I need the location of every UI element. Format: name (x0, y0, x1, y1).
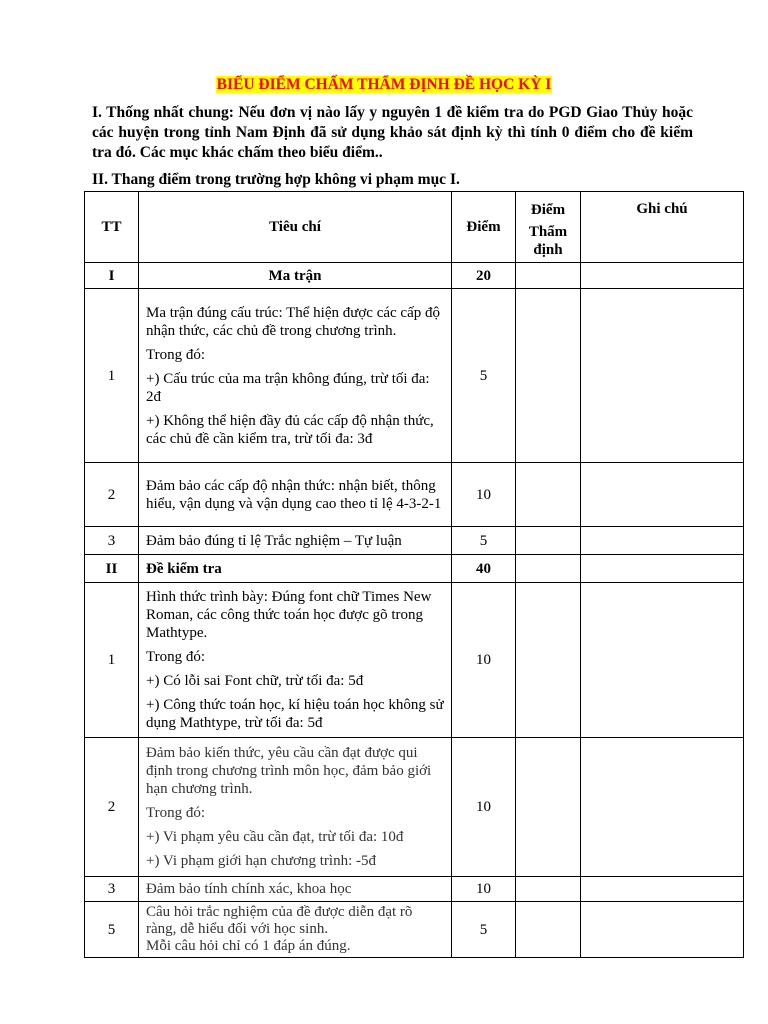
notes-cell (581, 738, 744, 877)
notes-cell (581, 555, 744, 583)
appraisal-cell (516, 738, 581, 877)
table-row (85, 738, 744, 877)
header-tt: TT (85, 192, 139, 263)
criteria-line: Hình thức trình bày: Đúng font chữ Times New Roman, các công thức toán học được gõ trong Mathtype. (146, 589, 432, 641)
notes-cell (581, 583, 744, 738)
criteria-line: Trong đó: (146, 805, 206, 821)
criteria-line: +) Vi phạm giới hạn chương trình: -5đ (146, 853, 376, 869)
table-row (85, 527, 744, 555)
table-row (85, 902, 744, 958)
section-points: 20 (452, 263, 516, 289)
header-appraisal-line2: Thẩm định (528, 224, 568, 258)
row-tt: 2 (85, 738, 139, 877)
header-criteria: Tiêu chí (139, 192, 452, 263)
row-criteria (139, 738, 452, 877)
row-tt: 1 (85, 583, 139, 738)
section-row-matrix (85, 263, 744, 289)
row-criteria (139, 902, 452, 958)
row-tt: 1 (85, 289, 139, 463)
criteria-line: Trong đó: (146, 346, 206, 363)
appraisal-cell (516, 263, 581, 289)
criteria-line: +) Cấu trúc của ma trận không đúng, trừ tối đa: 2đ (146, 370, 430, 405)
notes-cell (581, 463, 744, 527)
section-row-test (85, 555, 744, 583)
section-tt: II (85, 555, 139, 583)
scoring-scale-heading: II. Thang điểm trong trường hợp không vi phạm mục I. (92, 171, 460, 188)
header-points: Điểm (452, 192, 516, 263)
document-title (0, 75, 768, 95)
appraisal-cell (516, 583, 581, 738)
section-name: Ma trận (139, 263, 452, 289)
row-tt: 5 (85, 902, 139, 958)
criteria-line: Đảm bảo các cấp độ nhận thức: nhận biết, thông hiểu, vận dụng và vận dụng cao theo tỉ lệ 4-3-2-1 (146, 477, 442, 512)
row-points: 5 (452, 289, 516, 463)
row-points: 5 (452, 527, 516, 555)
row-tt: 3 (85, 877, 139, 902)
notes-cell (581, 527, 744, 555)
criteria-line: Đảm bảo tính chính xác, khoa học (146, 881, 352, 897)
criteria-line: +) Vi phạm yêu cầu cần đạt, trừ tối đa: 10đ (146, 829, 404, 845)
row-points: 10 (452, 463, 516, 527)
table-row (85, 877, 744, 902)
general-agreement-paragraph: I. Thống nhất chung: Nếu đơn vị nào lấy y nguyên 1 đề kiểm tra do PGD Giao Thủy hoặc các huyện trong tỉnh Nam Định đã sử dụng khảo sát định kỳ thì tính 0 điểm cho đề kiểm tra đó. Các mục khác chấm theo biểu điểm.. (92, 104, 693, 161)
row-points: 10 (452, 583, 516, 738)
notes-cell (581, 289, 744, 463)
table-row (85, 583, 744, 738)
criteria-line: Ma trận đúng cấu trúc: Thể hiện được các cấp độ nhận thức, các chủ đề trong chương trình. (146, 304, 441, 339)
appraisal-cell (516, 902, 581, 958)
criteria-line: +) Không thể hiện đầy đủ các cấp độ nhận thức, các chủ đề cần kiểm tra, trừ tối đa: 3đ (146, 412, 434, 447)
row-tt: 3 (85, 527, 139, 555)
criteria-line: Đảm bảo đúng tỉ lệ Trắc nghiệm – Tự luận (146, 532, 402, 549)
criteria-line: +) Công thức toán học, kí hiệu toán học không sử dụng Mathtype, trừ tối đa: 5đ (146, 697, 444, 731)
criteria-line: Mỗi câu hỏi chỉ có 1 đáp án đúng. (146, 938, 351, 954)
notes-cell (581, 263, 744, 289)
appraisal-cell (516, 463, 581, 527)
appraisal-cell (516, 527, 581, 555)
section-tt: I (85, 263, 139, 289)
header-appraisal-line1: Điểm (530, 202, 566, 218)
table-row (85, 463, 744, 527)
row-criteria (139, 877, 452, 902)
scoring-table (84, 191, 744, 958)
section-points: 40 (452, 555, 516, 583)
criteria-line: Trong đó: (146, 649, 206, 665)
section-name: Đề kiểm tra (139, 555, 452, 583)
row-points: 5 (452, 902, 516, 958)
row-points: 10 (452, 877, 516, 902)
appraisal-cell (516, 289, 581, 463)
notes-cell (581, 877, 744, 902)
table-row (85, 289, 744, 463)
row-criteria (139, 289, 452, 463)
row-criteria (139, 463, 452, 527)
appraisal-cell (516, 877, 581, 902)
notes-cell (581, 902, 744, 958)
row-tt: 2 (85, 463, 139, 527)
row-criteria (139, 527, 452, 555)
header-notes: Ghi chú (581, 192, 744, 263)
criteria-line: Câu hỏi trắc nghiệm của đề được diễn đạt rõ ràng, dễ hiểu đối với học sinh. (146, 904, 413, 937)
row-criteria (139, 583, 452, 738)
criteria-line: Đảm bảo kiến thức, yêu cầu cần đạt được qui định trong chương trình môn học, đảm bảo giới hạn chương trình. (146, 745, 432, 797)
table-header-row (85, 192, 744, 263)
appraisal-cell (516, 555, 581, 583)
row-points: 10 (452, 738, 516, 877)
criteria-line: +) Có lỗi sai Font chữ, trừ tối đa: 5đ (146, 673, 364, 689)
document-title-text: BIỂU ĐIỂM CHẤM THẨM ĐỊNH ĐỀ HỌC KỲ I (216, 76, 552, 93)
header-appraisal (516, 192, 581, 263)
